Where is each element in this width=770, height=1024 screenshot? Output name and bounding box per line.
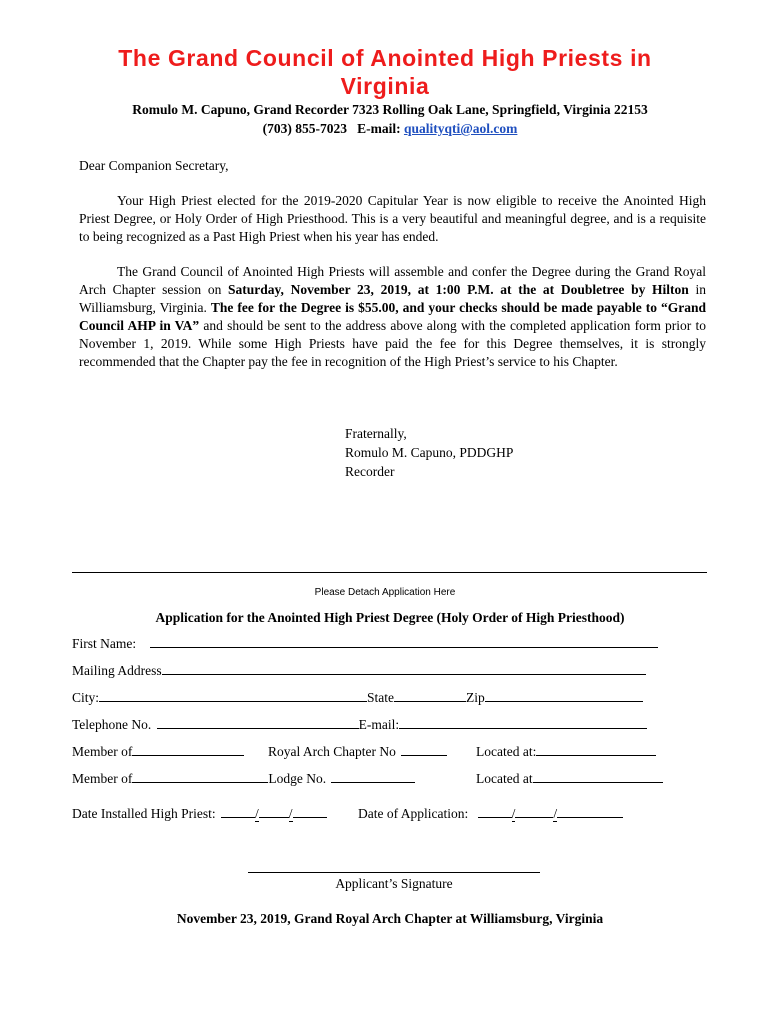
date-of-application-group <box>358 805 623 822</box>
lodge-no-label: Lodge No. <box>268 771 327 786</box>
mailing-address-field[interactable] <box>162 662 646 675</box>
located-at-group <box>476 743 656 760</box>
state-label: State <box>367 690 395 705</box>
city-state-zip-row <box>72 689 643 706</box>
located-at-label: Located at: <box>476 744 537 759</box>
city-field[interactable] <box>99 689 367 702</box>
date-separator: / <box>254 806 259 821</box>
date-installed-group <box>72 805 327 822</box>
member-of-chapter-group <box>72 743 244 760</box>
application-title: Application for the Anointed High Priest Degree (Holy Order of High Priesthood) <box>155 610 625 625</box>
located-at-lodge-field[interactable] <box>533 770 663 783</box>
date-installed-month[interactable] <box>221 805 255 818</box>
royal-arch-chapter-field[interactable] <box>401 743 447 756</box>
applicant-signature-label: Applicant’s Signature <box>335 876 453 891</box>
telephone-field[interactable] <box>157 716 359 729</box>
contact-line <box>40 121 740 137</box>
date-installed-year[interactable] <box>293 805 327 818</box>
located-at-lodge-group <box>476 770 663 787</box>
signer-title: Recorder <box>345 464 395 479</box>
title-line-2: Virginia <box>340 73 430 99</box>
detach-divider <box>72 572 707 573</box>
letterhead-title <box>60 44 710 100</box>
paragraph-eligibility: Your High Priest elected for the 2019-2020 Capitular Year is now eligible to receive the Anointed High Priest Degree, or Holy Order of High Priesthood. This is a very beautiful and meaningful degree, and is a requisite to being recognized as a Past High Priest when his year has ended. <box>79 193 706 244</box>
email-link[interactable]: qualityqti@aol.com <box>403 121 518 136</box>
applicant-email-field[interactable] <box>399 716 647 729</box>
located-at-label-2: Located at <box>476 771 533 786</box>
date-installed-day[interactable] <box>259 805 289 818</box>
date-separator: / <box>553 806 558 821</box>
email-label: E-mail: <box>357 121 401 136</box>
date-application-month[interactable] <box>478 805 512 818</box>
closing: Fraternally, <box>345 426 407 441</box>
para2-text-e: and should be sent to the address above along with the completed application form prior to November 1, 2019. While some High Priests have paid the fee for this Degree themselves, it is strongly recommended that the Chapter pay the fee in recognition of the High Priest’s service to his Chapter. <box>79 318 706 369</box>
date-installed-label: Date Installed High Priest: <box>72 806 216 821</box>
mailing-address-label: Mailing Address <box>72 663 162 678</box>
para2-fee: The fee for the Degree is $55.00, and your checks should be made payable to “Grand Council AHP in VA” <box>79 300 706 333</box>
paragraph-assembly <box>79 263 706 371</box>
city-label: City: <box>72 690 100 705</box>
lodge-no-field[interactable] <box>331 770 415 783</box>
para2-text-a: The Grand Council of Anointed High Priests will assemble and confer the Degree during the Grand Royal Arch Chapter session on <box>79 264 706 297</box>
applicant-signature-line[interactable] <box>248 872 540 873</box>
first-name-field[interactable] <box>150 635 658 648</box>
recorder-address-line: Romulo M. Capuno, Grand Recorder 7323 Rolling Oak Lane, Springfield, Virginia 22153 <box>132 102 648 117</box>
date-application-day[interactable] <box>515 805 553 818</box>
first-name-row <box>72 635 658 652</box>
member-of-lodge-group <box>72 770 415 787</box>
first-name-label: First Name: <box>72 636 137 651</box>
state-field[interactable] <box>394 689 466 702</box>
member-of-label-2: Member of <box>72 771 133 786</box>
member-of-chapter-field[interactable] <box>132 743 244 756</box>
member-of-label: Member of <box>72 744 133 759</box>
phone-number: (703) 855-7023 <box>262 121 347 136</box>
signer-name: Romulo M. Capuno, PDDGHP <box>345 445 514 460</box>
royal-arch-chapter-label: Royal Arch Chapter No <box>268 744 396 759</box>
date-of-application-label: Date of Application: <box>358 806 469 821</box>
email-field-label: E-mail: <box>358 717 400 732</box>
mailing-address-row <box>72 662 646 679</box>
member-of-lodge-field[interactable] <box>132 770 268 783</box>
footer-event-line: November 23, 2019, Grand Royal Arch Chapter at Williamsburg, Virginia <box>176 911 604 926</box>
royal-arch-group <box>268 743 447 760</box>
para2-date-venue: Saturday, November 23, 2019, at 1:00 P.M. at the at Doubletree by Hilton <box>228 282 689 297</box>
zip-label: Zip <box>466 690 485 705</box>
date-application-year[interactable] <box>557 805 623 818</box>
zip-field[interactable] <box>485 689 643 702</box>
salutation: Dear Companion Secretary, <box>79 158 229 173</box>
title-line-1: The Grand Council of Anointed High Priests in <box>118 45 652 71</box>
detach-note: Please Detach Application Here <box>314 587 456 598</box>
date-separator: / <box>288 806 293 821</box>
located-at-chapter-field[interactable] <box>536 743 656 756</box>
telephone-label: Telephone No. <box>72 717 152 732</box>
para2-text-c: in Williamsburg, Virginia. <box>79 282 706 315</box>
telephone-email-row <box>72 716 647 733</box>
date-separator: / <box>511 806 516 821</box>
